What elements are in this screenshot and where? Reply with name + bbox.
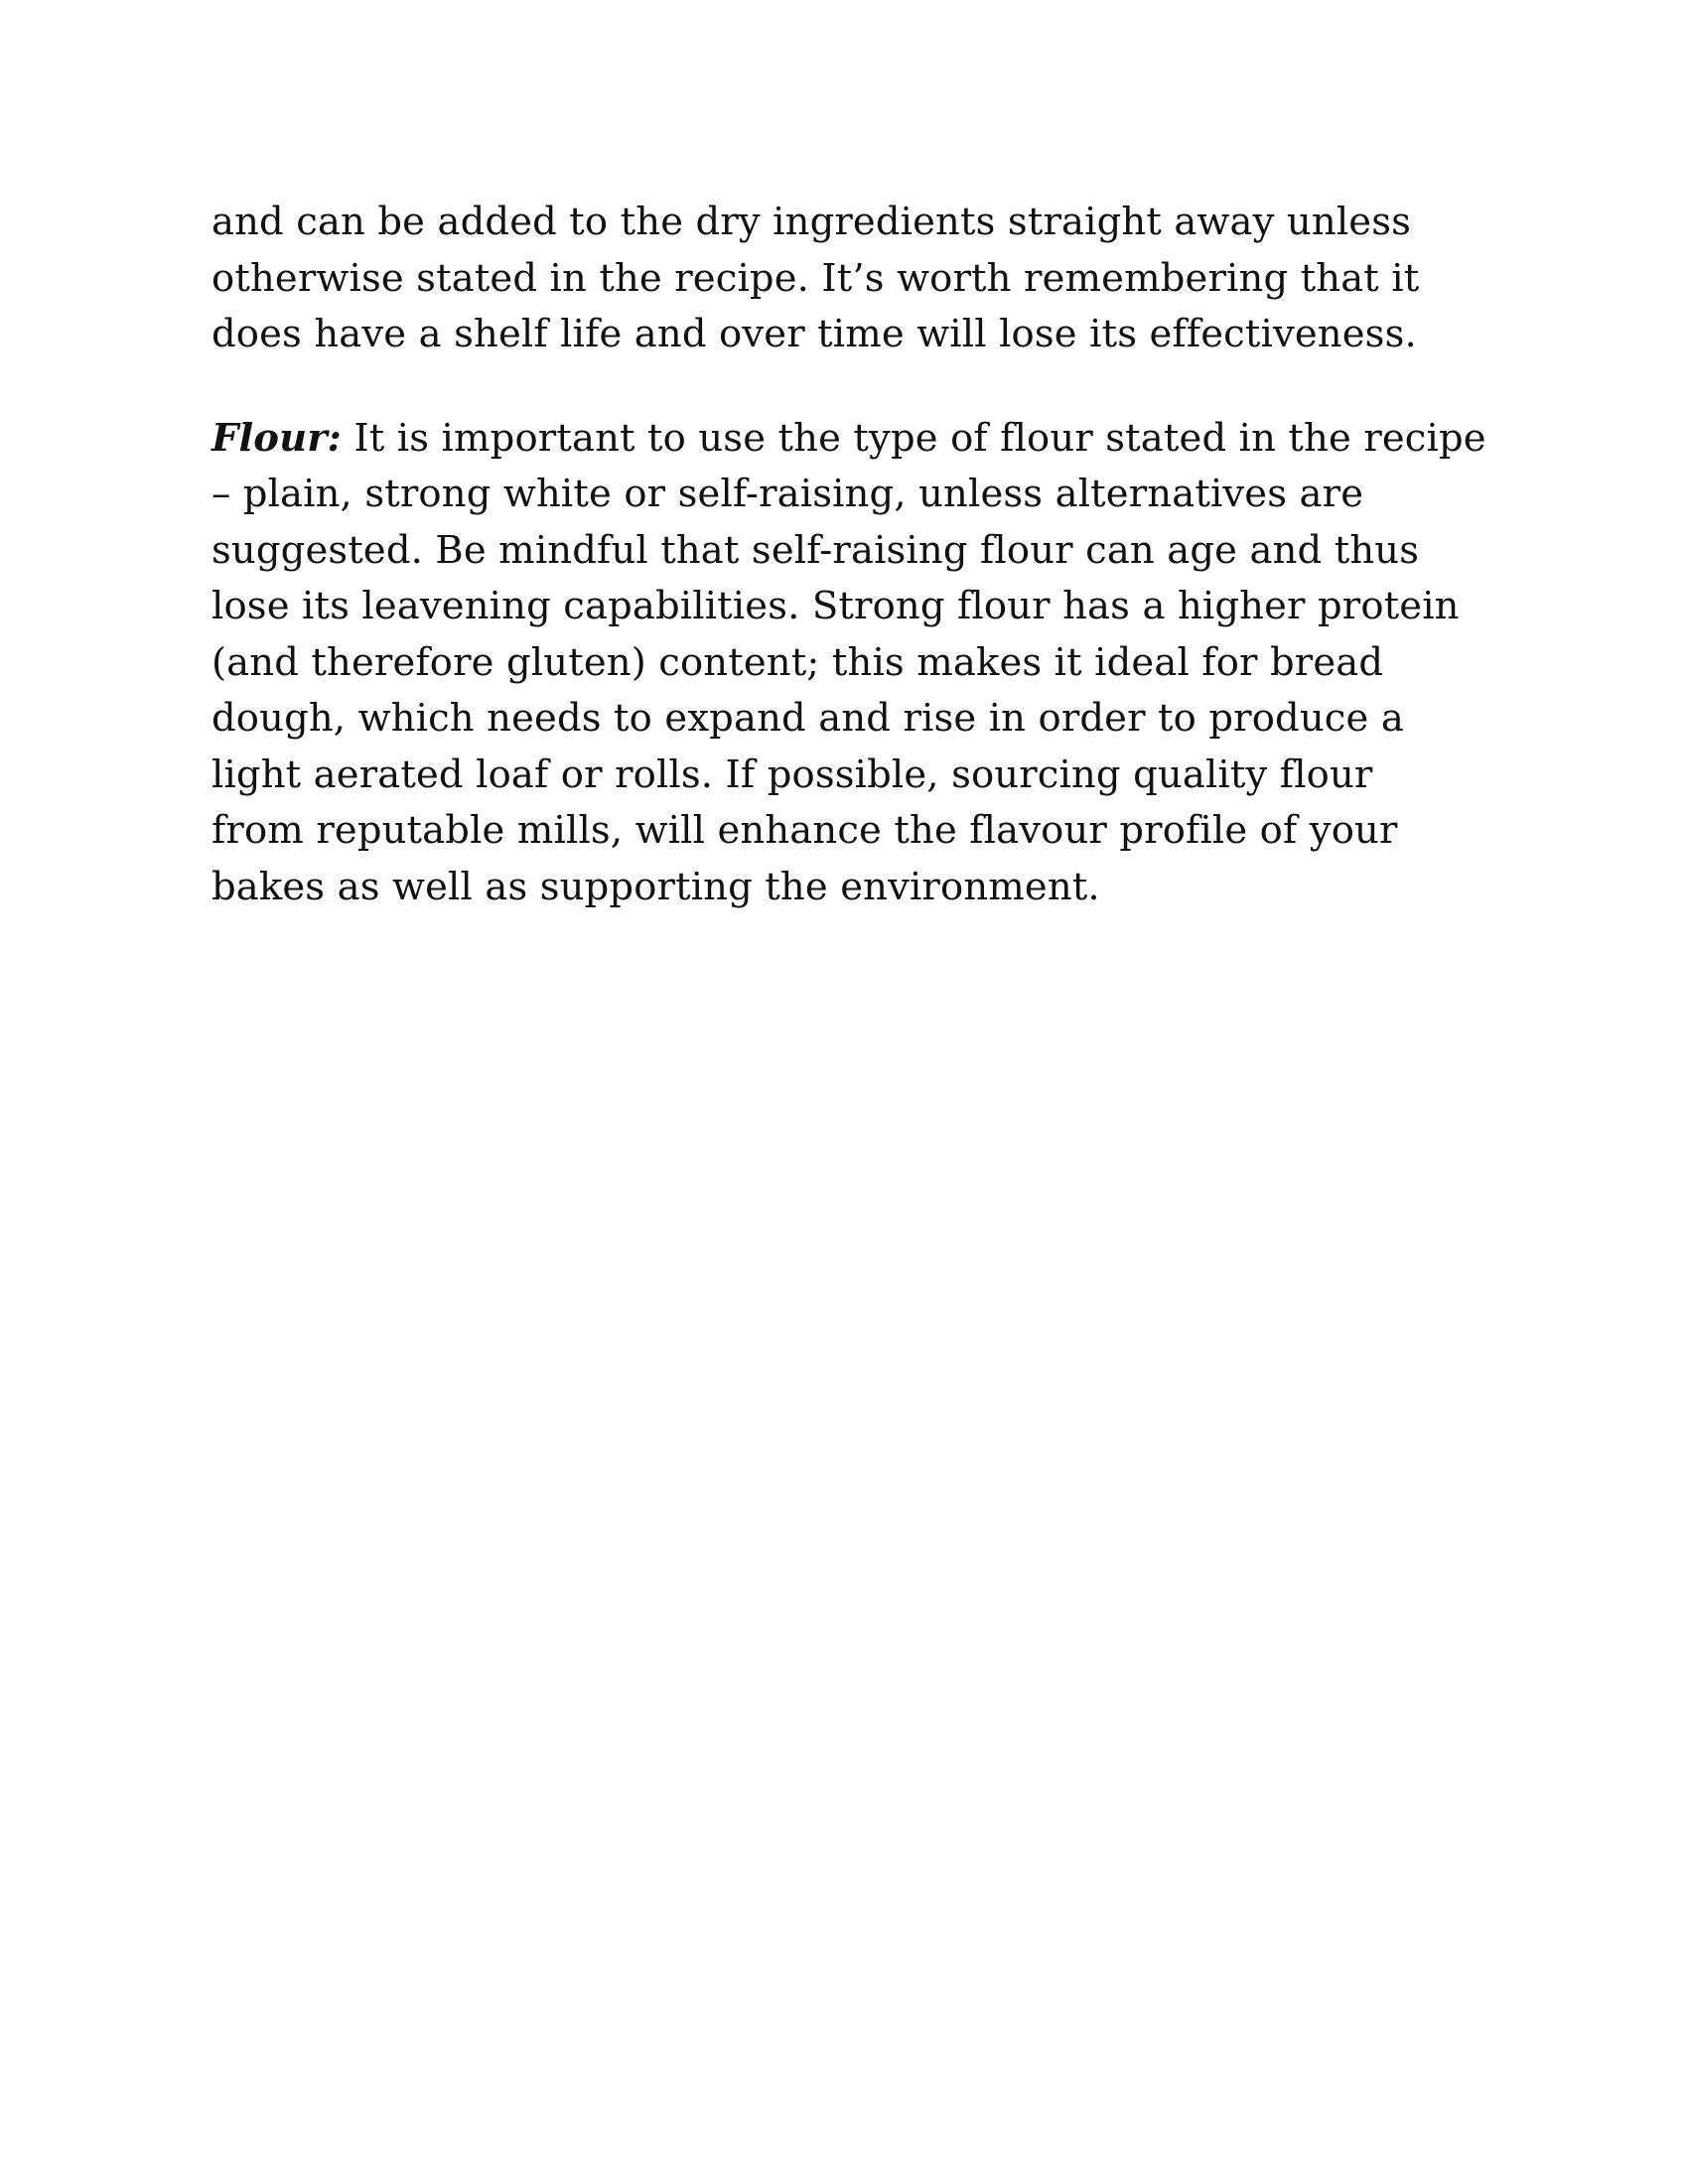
text-line: from reputable mills, will enhance the flavour profile of your — [211, 808, 1398, 853]
text-line: bakes as well as supporting the environment. — [211, 864, 1100, 909]
text-line — [211, 411, 1492, 468]
text-line: (and therefore gluten) content; this makes it ideal for bread — [211, 639, 1384, 685]
flour-term-heading: Flour: — [211, 415, 343, 461]
flour-first-line-text: It is important to use the type of flour stated in the recipe — [342, 415, 1486, 461]
body-text — [211, 195, 1492, 915]
text-line: otherwise stated in the recipe. It’s worth remembering that it — [211, 255, 1420, 301]
text-line: and can be added to the dry ingredients straight away unless — [211, 200, 1412, 244]
paragraph-baking-powder — [211, 195, 1492, 363]
text-line: suggested. Be mindful that self-raising flour can age and thus — [211, 527, 1420, 573]
paragraph-flour — [211, 411, 1492, 916]
text-line: does have a shelf life and over time will lose its effectiveness. — [211, 312, 1417, 356]
text-line: dough, which needs to expand and rise in order to produce a — [211, 696, 1404, 741]
text-line: light aerated loaf or rolls. If possible, sourcing quality flour — [211, 751, 1373, 797]
text-line: lose its leavening capabilities. Strong flour has a higher protein — [211, 584, 1460, 628]
text-line: – plain, strong white or self-raising, unless alternatives are — [211, 472, 1364, 516]
